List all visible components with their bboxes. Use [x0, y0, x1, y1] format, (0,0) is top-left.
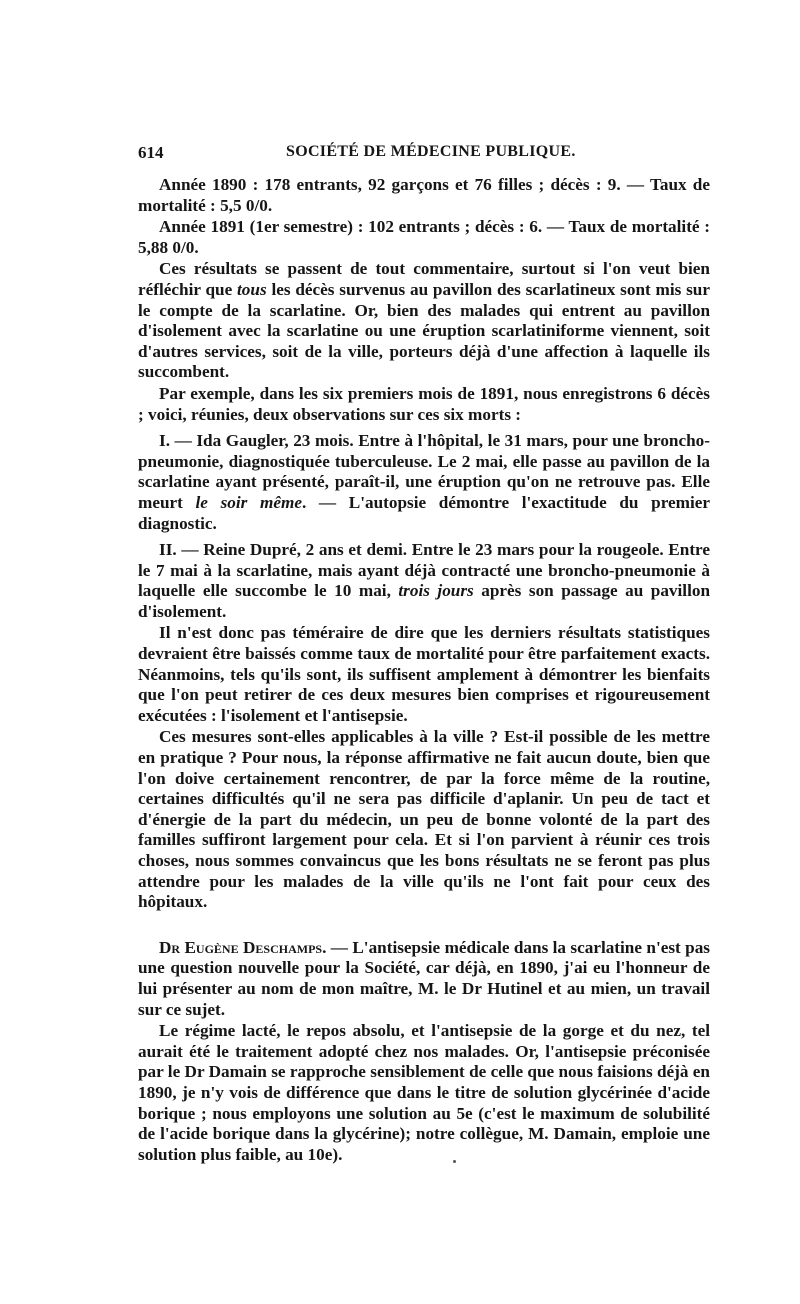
text: I. — Ida Gaugler, 23 mois. Entre à l'hôpital, le 31 mars, pour une broncho-pneumonie, diagnostiquée tuberculeuse. Le 2 mai, elle passe au pavillon de la scarlatine ayant présenté, paraît-il, une éruption qu'on ne retrouve pas. Elle meurt — [138, 431, 710, 512]
observation-1 — [138, 431, 710, 534]
page-header — [138, 143, 710, 169]
page-mark — [453, 1160, 456, 1163]
text: après son passage au pavillon d'isolement. — [138, 581, 711, 621]
paragraph-commentary — [138, 259, 710, 383]
emphasis-text: tous — [237, 279, 267, 299]
speaker-name: Dr Eugène Deschamps. — [159, 937, 327, 957]
text: II. — Reine Dupré, 2 ans et demi. Entre le 23 mars pour la rougeole. Entre le 7 mai à la scarlatine, mais ayant déjà contracté une broncho-pneumonie à laquelle elle succombe le 10 mai, — [138, 540, 710, 601]
observation-2 — [138, 540, 710, 622]
paragraph-1891-stats: Année 1891 (1er semestre) : 102 entrants ; décès : 6. — Taux de mortalité : 5,88 0/0. — [138, 217, 710, 257]
text: — L'antisepsie médicale dans la scarlatine n'est pas une question nouvelle pour la Société, car déjà, en 1890, j'ai eu l'honneur de lui présenter au nom de mon maître, M. le Dr Hutinel et au mien, un travail sur ce sujet. — [138, 937, 710, 1019]
text: les décès survenus au pavillon des scarlatineux sont mis sur le compte de la scarlatine. Or, bien des malades qui entrent au pavillon d'isolement avec la scarlatine ou une éruption scarlatiniforme viennent, soit d'autres services, soit de la ville, porteurs déjà d'une affection à laquelle ils succombent. — [138, 279, 710, 382]
paragraph-1890-stats: Année 1890 : 178 entrants, 92 garçons et 76 filles ; décès : 9. — Taux de mortalité : 5,5 0/0. — [138, 175, 710, 215]
paragraph-conclusion: Il n'est donc pas téméraire de dire que les derniers résultats statistiques devraient être baissés comme taux de mortalité pour être parfaitement exacts. Néanmoins, tels qu'ils sont, ils suffisent amplement à démontrer les bienfaits que l'on peut retirer de ces deux mesures bien comprises et rigoureusement exécutées : l'isolement et l'antisepsie. — [138, 623, 710, 725]
paragraph-city-application: Ces mesures sont-elles applicables à la ville ? Est-il possible de les mettre en pratique ? Pour nous, la réponse affirmative ne fait aucun doute, bien que l'on doive certainement rencontrer, de par la force même de la routine, certaines difficultés qu'il ne sera pas difficile d'aplanir. Un peu de tact et d'énergie de la part du médecin, un peu de bonne volonté de la part des familles suffiront largement pour cela. Et si l'on parvient à réunir ces trois choses, nous sommes convaincus que les bons résultats ne se feront pas plus attendre pour les malades de la ville qu'ils ne l'ont fait pour ceux des hôpitaux. — [138, 727, 710, 912]
emphasis-text: le soir même — [195, 492, 302, 512]
document-page — [138, 143, 710, 1165]
emphasis-text: trois jours — [398, 581, 474, 601]
running-head: SOCIÉTÉ DE MÉDECINE PUBLIQUE. — [286, 143, 576, 160]
paragraph-treatment: Le régime lacté, le repos absolu, et l'antisepsie de la gorge et du nez, tel aurait été le traitement adopté chez nos malades. Or, l'antisepsie préconisée par le Dr Damain se rapproche sensiblement de celle que nous faisions déjà en 1890, je n'y vois de différence que dans le titre de solution glycérinée d'acide borique ; nous employons une solution au 5e (c'est le maximum de solubilité de l'acide borique dans la glycérine); notre collègue, M. Damain, emploie une solution plus faible, au 10e). — [138, 1021, 710, 1164]
text: . — L'autopsie démontre l'exactitude du premier diagnostic. — [138, 492, 710, 533]
page-number: 614 — [138, 143, 164, 162]
paragraph-example: Par exemple, dans les six premiers mois de 1891, nous enregistrons 6 décès ; voici, réunies, deux observations sur ces six morts : — [138, 383, 710, 424]
text: Ces résultats se passent de tout commentaire, surtout si l'on veut bien réfléchir que — [138, 259, 710, 299]
paragraph-deschamps-intro — [138, 938, 710, 1020]
